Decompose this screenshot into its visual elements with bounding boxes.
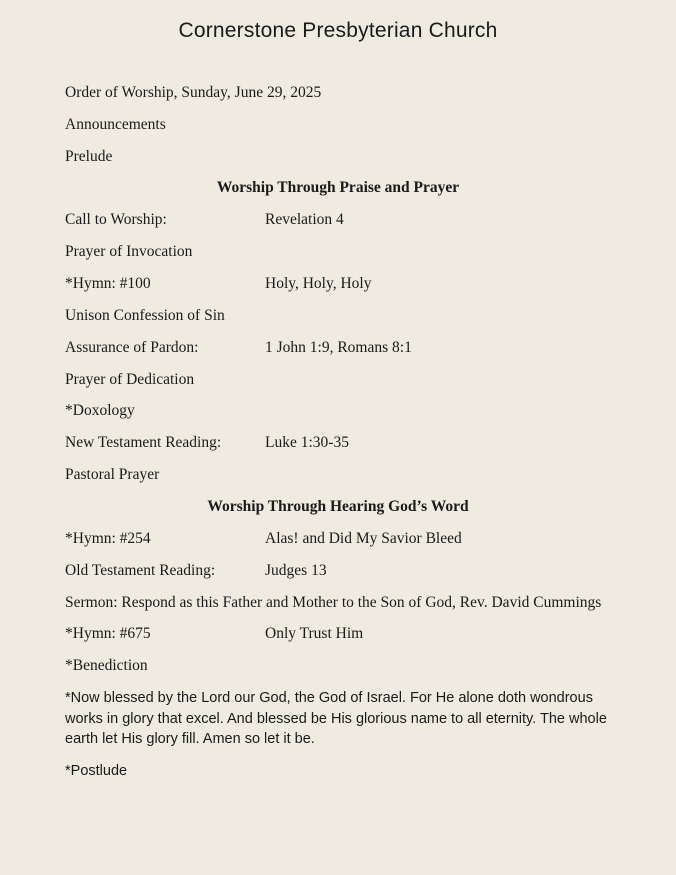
item-benediction bbox=[65, 656, 148, 676]
item-value: 1 John 1:9, Romans 8:1 bbox=[265, 339, 412, 356]
doxology-paragraph: *Now blessed by the Lord our God, the God of Israel. For He alone doth wondrous works in glory that excel. And blessed be His glorious name to all eternity. The whole earth let His glory fill. Amen so let it be. bbox=[65, 690, 607, 747]
item-value: Luke 1:30-35 bbox=[265, 434, 349, 451]
item-hymn-254 bbox=[65, 529, 462, 549]
section-heading-praise-prayer: Worship Through Praise and Prayer bbox=[216, 179, 460, 196]
item-label: *Hymn: #254 bbox=[65, 530, 151, 547]
item-label: Old Testament Reading: bbox=[65, 562, 216, 579]
item-value: Only Trust Him bbox=[265, 625, 364, 642]
item-label: *Hymn: #675 bbox=[65, 625, 151, 642]
section-heading-hearing-word: Worship Through Hearing God’s Word bbox=[207, 498, 469, 515]
item-old-testament-reading bbox=[65, 561, 327, 581]
item-value: Revelation 4 bbox=[265, 211, 344, 228]
item-label: Unison Confession of Sin bbox=[65, 307, 225, 324]
item-value: Holy, Holy, Holy bbox=[265, 275, 372, 292]
item-label: *Benediction bbox=[65, 657, 148, 674]
item-assurance-of-pardon bbox=[65, 338, 412, 358]
item-label: Prayer of Invocation bbox=[65, 243, 193, 260]
item-unison-confession bbox=[65, 306, 225, 326]
item-label: Assurance of Pardon: bbox=[65, 339, 199, 356]
item-call-to-worship bbox=[65, 210, 344, 230]
item-prayer-of-dedication bbox=[65, 370, 194, 390]
item-prelude: Prelude bbox=[65, 148, 113, 165]
item-prayer-of-invocation bbox=[65, 242, 192, 262]
order-of-worship-date: Order of Worship, Sunday, June 29, 2025 bbox=[65, 84, 322, 101]
item-label: Pastoral Prayer bbox=[65, 466, 160, 483]
item-pastoral-prayer bbox=[65, 465, 159, 485]
item-doxology bbox=[65, 401, 135, 421]
item-postlude: *Postlude bbox=[65, 763, 128, 779]
item-label: Prayer of Dedication bbox=[65, 371, 195, 388]
item-label: *Doxology bbox=[65, 402, 135, 419]
item-hymn-100 bbox=[65, 274, 372, 294]
item-sermon bbox=[65, 593, 601, 613]
item-announcements: Announcements bbox=[65, 116, 166, 133]
item-label: *Hymn: #100 bbox=[65, 275, 151, 292]
item-new-testament-reading bbox=[65, 433, 349, 453]
item-hymn-675 bbox=[65, 624, 364, 644]
item-value: Alas! and Did My Savior Bleed bbox=[265, 530, 462, 547]
item-label: Call to Worship: bbox=[65, 211, 167, 228]
item-label: New Testament Reading: bbox=[65, 434, 222, 451]
item-label: Sermon: Respond as this Father and Mother to the Son of God, Rev. David Cummings bbox=[65, 594, 602, 611]
item-value: Judges 13 bbox=[265, 562, 327, 579]
church-title: Cornerstone Presbyterian Church bbox=[178, 19, 498, 42]
